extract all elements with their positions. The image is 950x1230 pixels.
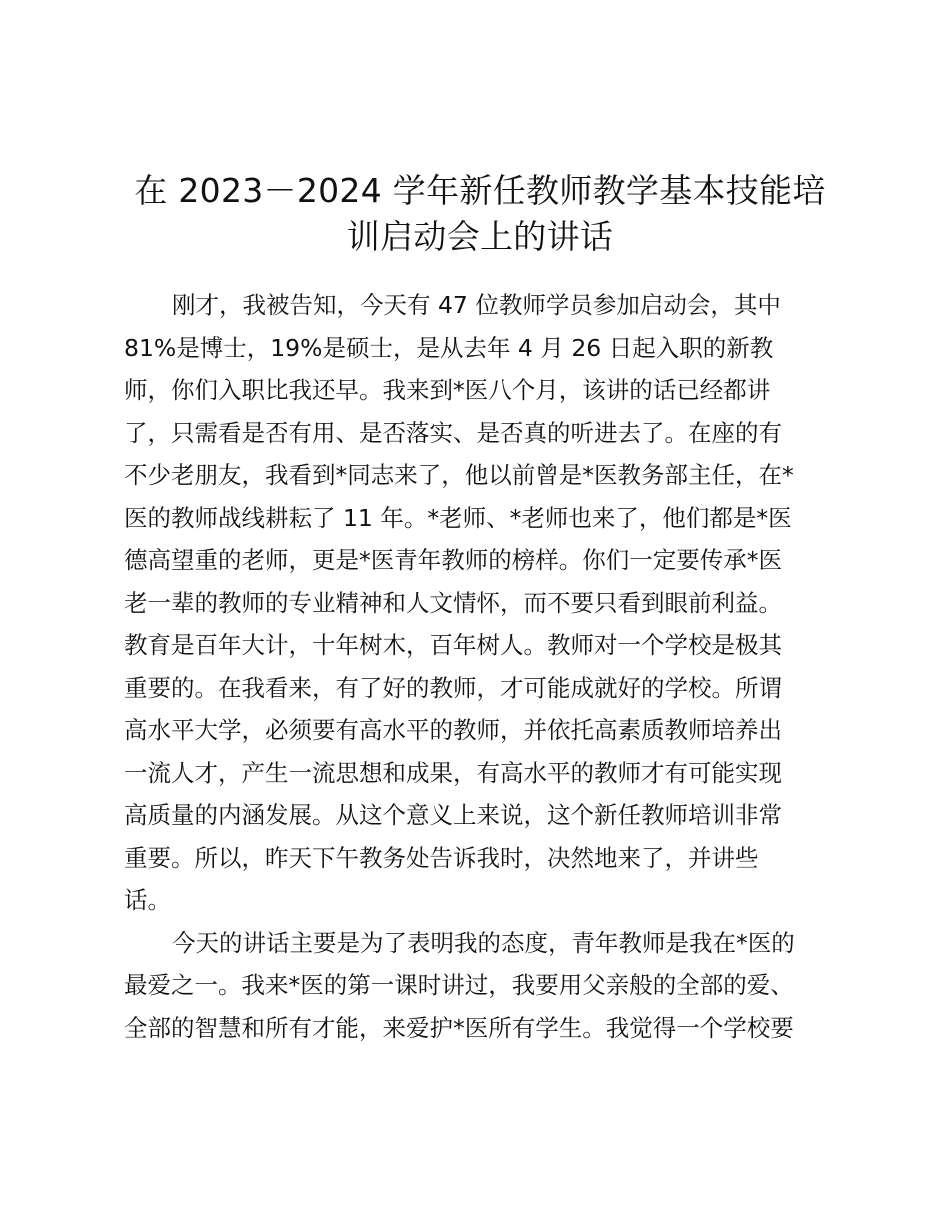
text-line: 重要。所以，昨天下午教务处告诉我时，决然地来了，并讲些: [124, 843, 759, 872]
text-line: 重要的。在我看来，有了好的教师，才可能成就好的学校。所谓: [124, 673, 782, 702]
text-line: 高水平大学，必须要有高水平的教师，并依托高素质教师培养出: [124, 716, 782, 744]
text-line: 师，你们入职比我还早。我来到*医八个月，该讲的话已经都讲: [124, 376, 771, 404]
document-body: [124, 284, 844, 1049]
text-line: 刚才，我被告知，今天有 47 位教师学员参加启动会，其中: [172, 291, 781, 319]
text-line: 最爱之一。我来*医的第一课时讲过，我要用父亲般的全部的爱、: [124, 971, 794, 999]
text-line: 德高望重的老师，更是*医青年教师的榜样。你们一定要传承*医: [124, 546, 782, 574]
text-line: 一流人才，产生一流思想和成果，有高水平的教师才有可能实现: [124, 758, 782, 787]
text-line: 高质量的内涵发展。从这个意义上来说，这个新任教师培训非常: [124, 801, 782, 829]
text-line: 话。: [124, 886, 171, 914]
text-line: 今天的讲话主要是为了表明我的态度，青年教师是我在*医的: [172, 928, 795, 957]
text-line: 医的教师战线耕耘了 11 年。*老师、*老师也来了，他们都是*医: [124, 503, 792, 532]
text-line: 81%是博士，19%是硕士，是从去年 4 月 26 日起入职的新教: [124, 333, 774, 362]
paragraph-2: [124, 922, 844, 1050]
text-line: 老一辈的教师的专业精神和人文情怀，而不要只看到眼前利益。: [124, 588, 782, 617]
text-line: 不少老朋友，我看到*同志来了，他以前曾是*医教务部主任，在*: [124, 461, 794, 489]
document-title: [100, 168, 860, 260]
text-line: 了，只需看是否有用、是否落实、是否真的听进去了。在座的有: [124, 418, 782, 447]
title-line: 在 2023－2024 学年新任教师教学基本技能培: [134, 171, 826, 210]
paragraph-1: [124, 284, 844, 922]
text-line: 教育是百年大计，十年树木，百年树人。教师对一个学校是极其: [124, 631, 782, 659]
title-line: 训启动会上的讲话: [346, 217, 614, 256]
text-line: 全部的智慧和所有才能，来爱护*医所有学生。我觉得一个学校要: [124, 1013, 794, 1042]
